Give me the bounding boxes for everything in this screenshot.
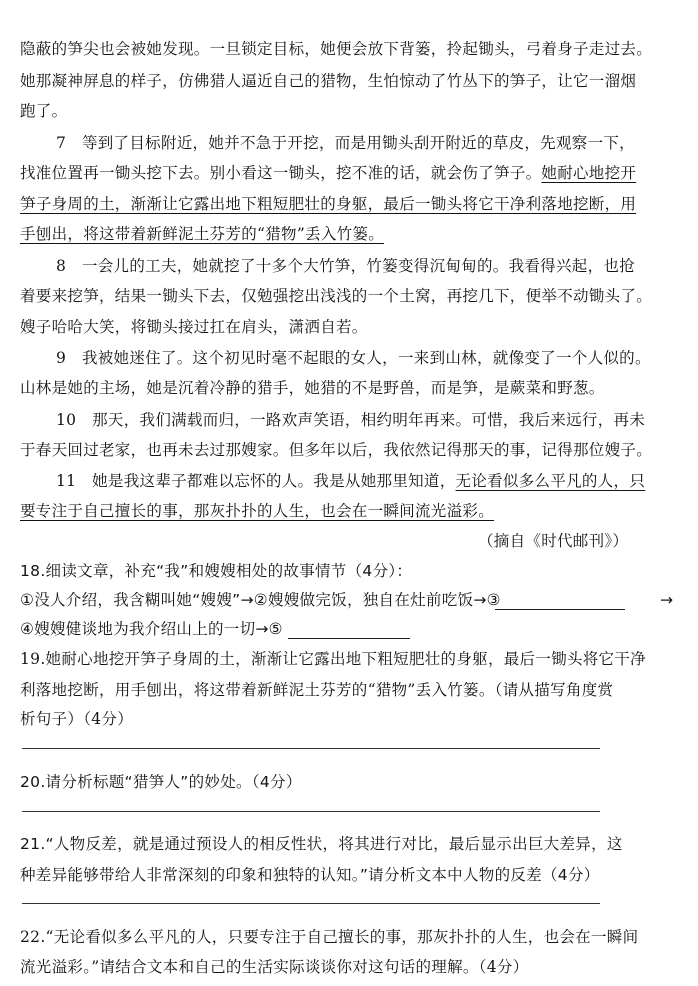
question-22-line: 22.“无论看似多么平凡的人，只要专注于自己擅长的事，那灰扑扑的人生，也会在一瞬间 bbox=[20, 928, 639, 946]
passage-line bbox=[56, 471, 645, 491]
question-21-line: 21.“人物反差，就是通过预设人的相反性状，将其进行对比，最后显示出巨大差异，这 bbox=[20, 835, 623, 853]
answer-line[interactable] bbox=[22, 903, 600, 904]
question-18-line: ④嫂嫂健谈地为我介绍山上的一切→⑤ bbox=[20, 620, 283, 638]
underlined-sentence: 笋子身周的土，渐渐让它露出地下粗短肥壮的身躯，最后一锄头将它干净利落地挖断，用 bbox=[20, 195, 637, 213]
passage-text: 11 她是我这辈子都难以忘怀的人。我是从她那里知道， bbox=[56, 472, 456, 490]
passage-line: 8 一会儿的工夫，她就挖了十多个大竹笋，竹篓变得沉甸甸的。我看得兴起，也抢 bbox=[56, 257, 635, 275]
question-18-line: ①没人介绍，我含糊叫她“嫂嫂”→②嫂嫂做完饭，独自在灶前吃饭→③ bbox=[20, 591, 501, 609]
passage-text: 找准位置再一锄头挖下去。别小看这一锄头，挖不准的话，就会伤了笋子。 bbox=[20, 164, 542, 182]
passage-line: 着要来挖笋，结果一锄头下去，仅勉强挖出浅浅的一个土窝，再挖几下，便举不动锄头了。 bbox=[20, 287, 653, 305]
passage-line: 7 等到了目标附近，她并不急于开挖，而是用锄头刮开附近的草皮，先观察一下， bbox=[56, 134, 635, 152]
passage-line: 10 那天，我们满载而归，一路欢声笑语，相约明年再来。可惜，我后来远行，再未 bbox=[56, 411, 646, 429]
underlined-sentence: 她耐心地挖开 bbox=[541, 164, 637, 182]
passage-line: 山林是她的主场，她是沉着冷静的猎手，她猎的不是野兽，而是笋，是蕨菜和野葱。 bbox=[20, 379, 605, 397]
question-19-line: 析句子）（4分） bbox=[20, 710, 134, 728]
arrow: → bbox=[660, 591, 674, 609]
passage-line: 9 我被她迷住了。这个初见时毫不起眼的女人，一来到山林，就像变了一个人似的。 bbox=[56, 349, 651, 367]
answer-line[interactable] bbox=[22, 811, 600, 812]
answer-blank-3[interactable] bbox=[495, 609, 625, 610]
underlined-sentence: 无论看似多么平凡的人，只 bbox=[455, 472, 646, 490]
passage-line: 她那凝神屏息的样子，仿佛猎人逼近自己的猎物，生怕惊动了竹丛下的笋子，让它一溜烟 bbox=[20, 72, 637, 90]
passage-line: 隐蔽的笋尖也会被她发现。一旦锁定目标，她便会放下背篓，拎起锄头，弓着身子走过去。 bbox=[20, 40, 653, 58]
question-22-line: 流光溢彩。”请结合文本和自己的生活实际谈谈你对这句话的理解。（4分） bbox=[20, 958, 529, 976]
underlined-sentence: 要专注于自己擅长的事，那灰扑扑的人生，也会在一瞬间流光溢彩。 bbox=[20, 502, 495, 520]
question-21-line: 种差异能够带给人非常深刻的印象和独特的认知。”请分析文本中人物的反差（4分） bbox=[20, 866, 600, 884]
passage-line bbox=[20, 163, 636, 183]
passage-line: 跑了。 bbox=[20, 102, 68, 120]
passage-line: 于春天回过老家，也再未去过那嫂家。但多年以后，我依然记得那天的事，记得那位嫂子。 bbox=[20, 441, 653, 459]
question-20: 20.请分析标题“猎笋人”的妙处。（4分） bbox=[20, 773, 302, 791]
answer-line[interactable] bbox=[22, 748, 600, 749]
question-18-stem: 18.细读文章，补充“我”和嫂嫂相处的故事情节（4分）： bbox=[20, 562, 413, 580]
answer-blank-5[interactable] bbox=[288, 638, 410, 639]
underlined-sentence: 手刨出，将这带着新鲜泥土芬芳的“猎物”丢入竹篓。 bbox=[20, 225, 385, 243]
question-19-line: 利落地挖断，用手刨出，将这带着新鲜泥土芬芳的“猎物”丢入竹篓。（请从描写角度赏 bbox=[20, 681, 614, 699]
question-19-line: 19.她耐心地挖开笋子身周的土，渐渐让它露出地下粗短肥壮的身躯，最后一锄头将它干净 bbox=[20, 650, 646, 668]
source-citation: （摘自《时代邮刊》） bbox=[478, 532, 629, 550]
passage-line: 嫂子哈哈大笑，将锄头接过扛在肩头，潇洒自若。 bbox=[20, 318, 368, 336]
